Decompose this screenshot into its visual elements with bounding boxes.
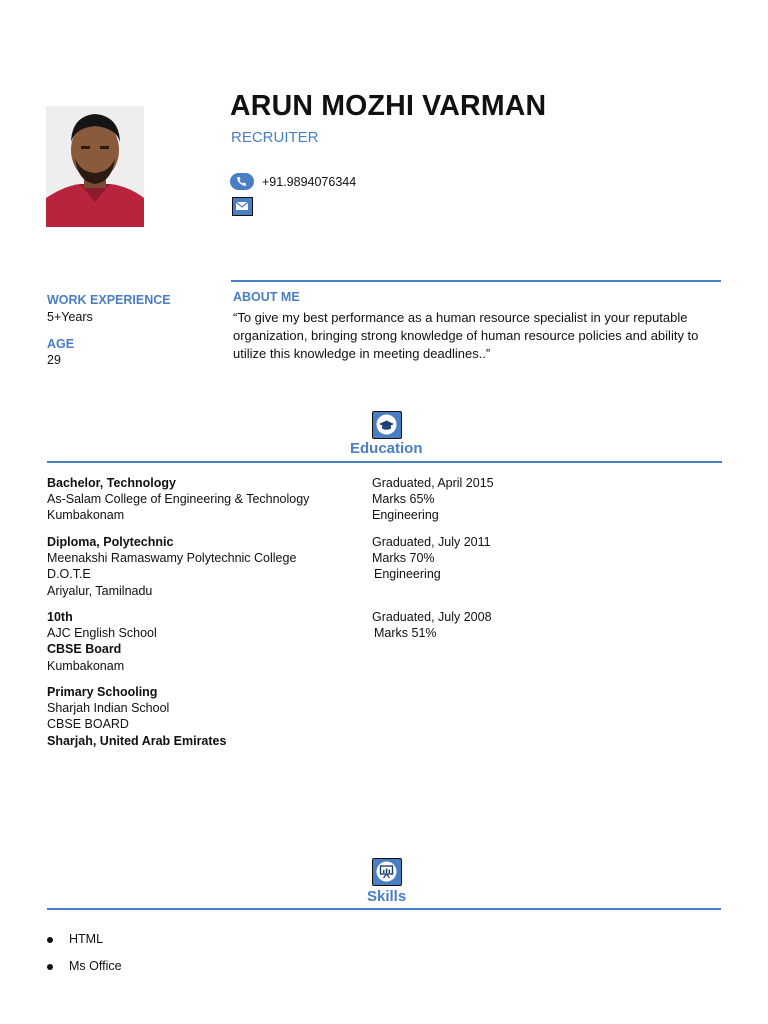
- phone-number[interactable]: +91.9894076344: [262, 175, 357, 189]
- age-label: AGE: [47, 337, 75, 351]
- edu-2-degree: Diploma, Polytechnic: [47, 535, 174, 549]
- candidate-name: ARUN MOZHI VARMAN: [230, 90, 547, 122]
- graduation-cap-icon: [372, 411, 402, 439]
- email-icon[interactable]: [232, 197, 253, 216]
- edu-2-location: Ariyalur, Tamilnadu: [47, 583, 153, 598]
- person-photo-icon: [46, 106, 144, 227]
- presentation-board-icon: [372, 858, 402, 886]
- edu-2-institution: Meenakshi Ramaswamy Polytechnic College: [47, 551, 297, 566]
- education-entry-3: [47, 609, 157, 674]
- edu-2-board: D.O.T.E: [47, 567, 91, 582]
- edu-3-board: CBSE Board: [47, 642, 122, 657]
- edu-3-degree: 10th: [47, 610, 73, 624]
- about-line-2: organization, bringing strong knowledge of human resource policies and ability to: [233, 328, 699, 343]
- work-experience-label: WORK EXPERIENCE: [47, 293, 171, 307]
- skills-title: Skills: [367, 888, 407, 905]
- about-line-3: utilize this knowledge in meeting deadlines..”: [233, 346, 491, 361]
- edu-1-degree: Bachelor, Technology: [47, 476, 176, 490]
- education-entry-1: [47, 475, 309, 524]
- edu-1-institution: As-Salam College of Engineering & Technology: [47, 492, 310, 507]
- education-title: Education: [350, 440, 423, 457]
- education-entry-1-details: [372, 475, 494, 524]
- education-entry-2: [47, 534, 296, 599]
- skill-item-1: HTML: [69, 932, 104, 946]
- about-me-text: [233, 309, 723, 363]
- edu-3-institution: AJC English School: [47, 626, 157, 641]
- edu-1-field: Engineering: [372, 508, 439, 523]
- phone-icon: [230, 173, 254, 190]
- edu-4-institution: Sharjah Indian School: [47, 701, 170, 716]
- edu-3-location: Kumbakonam: [47, 658, 125, 673]
- edu-4-board: CBSE BOARD: [47, 717, 129, 732]
- job-title: RECRUITER: [231, 129, 319, 146]
- education-entry-4: [47, 684, 226, 749]
- profile-photo: [46, 106, 144, 227]
- edu-4-degree: Primary Schooling: [47, 685, 158, 699]
- edu-2-field: Engineering: [374, 567, 441, 582]
- bullet-icon: [47, 937, 53, 943]
- edu-4-location: Sharjah, United Arab Emirates: [47, 733, 227, 748]
- edu-1-marks: Marks 65%: [372, 492, 435, 507]
- edu-2-marks: Marks 70%: [372, 551, 435, 566]
- education-entry-2-details: [372, 534, 491, 583]
- edu-3-graduated: Graduated, July 2008: [372, 610, 492, 624]
- edu-2-graduated: Graduated, July 2011: [372, 535, 491, 549]
- about-me-label: ABOUT ME: [233, 290, 300, 304]
- bullet-icon: [47, 964, 53, 970]
- edu-1-location: Kumbakonam: [47, 508, 125, 523]
- edu-3-marks: Marks 51%: [374, 626, 437, 641]
- about-line-1: “To give my best performance as a human resource specialist in your reputable: [233, 310, 688, 325]
- skills-divider: [47, 908, 721, 910]
- work-experience-value: 5+Years: [47, 310, 93, 324]
- about-divider: [231, 280, 721, 282]
- skill-item-2: Ms Office: [69, 959, 122, 973]
- education-entry-3-details: [372, 609, 492, 641]
- edu-1-graduated: Graduated, April 2015: [372, 476, 494, 490]
- education-divider: [47, 461, 722, 463]
- age-value: 29: [47, 353, 61, 367]
